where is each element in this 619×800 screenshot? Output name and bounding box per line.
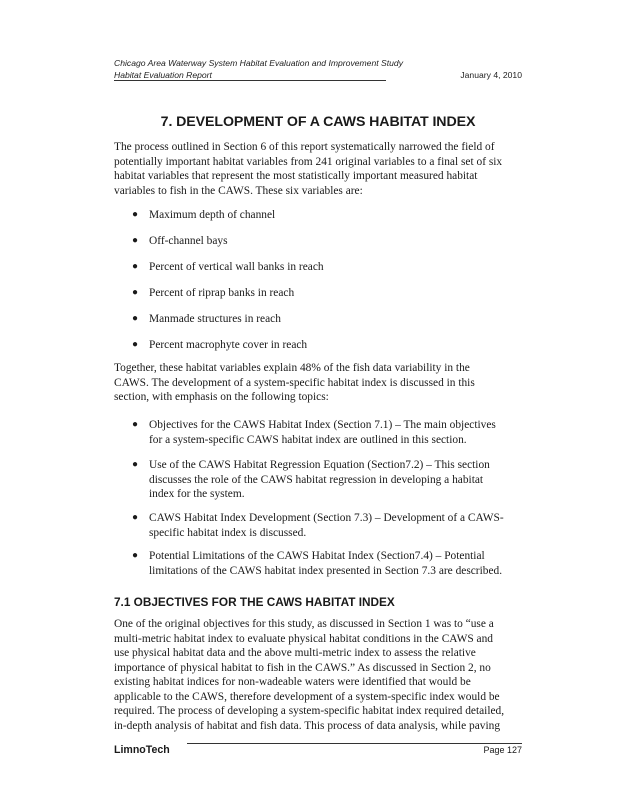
bullet-icon: ● <box>132 339 139 350</box>
text-line: The process outlined in Section 6 of this report systematically narrowed the field of <box>114 141 495 153</box>
text-line: potentially important habitat variables from 241 original variables to a final set of six <box>114 155 503 168</box>
subsection-title: 7.1 OBJECTIVES FOR THE CAWS HABITAT INDEX <box>114 595 395 609</box>
bullet-icon: ● <box>132 512 139 523</box>
bullet-icon: ● <box>132 313 139 324</box>
bullet-icon: ● <box>132 459 139 470</box>
text-line: applicable to the CAWS, therefore development of a system-specific index would be <box>114 690 500 703</box>
text-line: importance of physical habitat to fish in the CAWS.” As discussed in Section 2, no <box>114 661 491 674</box>
bullet-icon: ● <box>132 287 139 298</box>
text-line: CAWS. The development of a system-specific habitat index is discussed in this <box>114 376 475 389</box>
text-line: use physical habitat data and the above multi-metric index to assess the relative <box>114 647 476 659</box>
text-line: variables to fish in the CAWS. These six variables are: <box>114 184 363 197</box>
page-number: Page 127 <box>483 745 522 755</box>
objectives-paragraph <box>114 617 524 733</box>
text-line: in-depth analysis of habitat and fish data. This process of data analysis, while paving <box>114 719 501 732</box>
company-name: LimnoTech <box>114 744 170 756</box>
report-title: Habitat Evaluation Report <box>114 70 212 80</box>
text-line: One of the original objectives for this study, as discussed in Section 1 was to “use a <box>114 618 494 630</box>
section-title: 7. DEVELOPMENT OF A CAWS HABITAT INDEX <box>160 114 476 130</box>
text-line: habitat variables that represent the most statistically important measured habitat <box>114 170 478 182</box>
text-line: Together, these habitat variables explain 48% of the fish data variability in the <box>114 362 470 374</box>
intro-paragraph <box>114 140 524 198</box>
text-line: existing habitat indices for non-wadeable waters were identified that would be <box>114 676 471 688</box>
document-page: Chicago Area Waterway System Habitat Evaluation and Improvement Study Habitat Evaluation Report January 4, 2010 7. DEVELOPMENT OF A CAWS HABITAT INDEX The process outlined in Section 6 of this report systematically narrowed the field of potentially important habitat variables from 241 original variables to a final set of six habitat variables that represent the most statistically important measured habitat variables to fish in the CAWS. These six variables are: ● Maximum depth of channel ● Off-channel bays ● Percent of vertical wall banks in reach ● Percent of riprap banks in reach ● Manmade structures in reach ● Percent macrophyte cover in reach Together, these habitat variables explain 48% of the fish data variability in the CAWS. The development of a system-specific habitat index is discussed in this section, with emphasis on the following topics: ● Objectives for the CAWS Habitat Index (Section 7.1) – The main objectives for a system-specific CAWS habitat index are outlined in this section. ● Use of the CAWS Habitat Regression Equation (Section7.2) – This section discusses the role of the CAWS habitat regression in developing a habitat index for the system. ● CAWS Habitat Index Development (Section 7.3) – Development of a CAWS- specific habitat index is discussed. ● Potential Limitations of the CAWS Habitat Index (Section7.4) – Potential limitations of the CAWS habitat index presented in Section 7.3 are described. 7.1 OBJECTIVES FOR THE CAWS HABITAT INDEX One of the original objectives for this study, as discussed in Section 1 was to “use a multi-metric habitat index to evaluate physical habitat conditions in the CAWS and use physical habitat data and the above multi-metric index to assess the relative importance of physical habitat to fish in the CAWS.” As discussed in Section 2, no existing habitat indices for non-wadeable waters were identified that would be applicable to the CAWS, therefore development of a system-specific index would be required. The process of developing a system-specific habitat index required detailed, in-depth analysis of habitat and fish data. This process of data analysis, while paving LimnoTech Page 127 <box>0 0 619 800</box>
text-line: multi-metric habitat index to evaluate physical habitat conditions in the CAWS and <box>114 632 493 645</box>
footer-rule <box>187 743 522 744</box>
bullet-icon: ● <box>132 550 139 561</box>
bullet-icon: ● <box>132 261 139 272</box>
page-footer <box>114 740 522 760</box>
summary-paragraph <box>114 361 524 405</box>
bullet-icon: ● <box>132 419 139 430</box>
text-line: section, with emphasis on the following topics: <box>114 391 329 403</box>
bullet-icon: ● <box>132 209 139 220</box>
bullet-icon: ● <box>132 235 139 246</box>
report-date: January 4, 2010 <box>460 70 522 80</box>
text-line: required. The process of developing a system-specific habitat index required detailed, <box>114 705 505 717</box>
header-underline <box>114 80 386 81</box>
page-header <box>114 58 522 81</box>
study-title: Chicago Area Waterway System Habitat Evaluation and Improvement Study <box>114 58 403 68</box>
